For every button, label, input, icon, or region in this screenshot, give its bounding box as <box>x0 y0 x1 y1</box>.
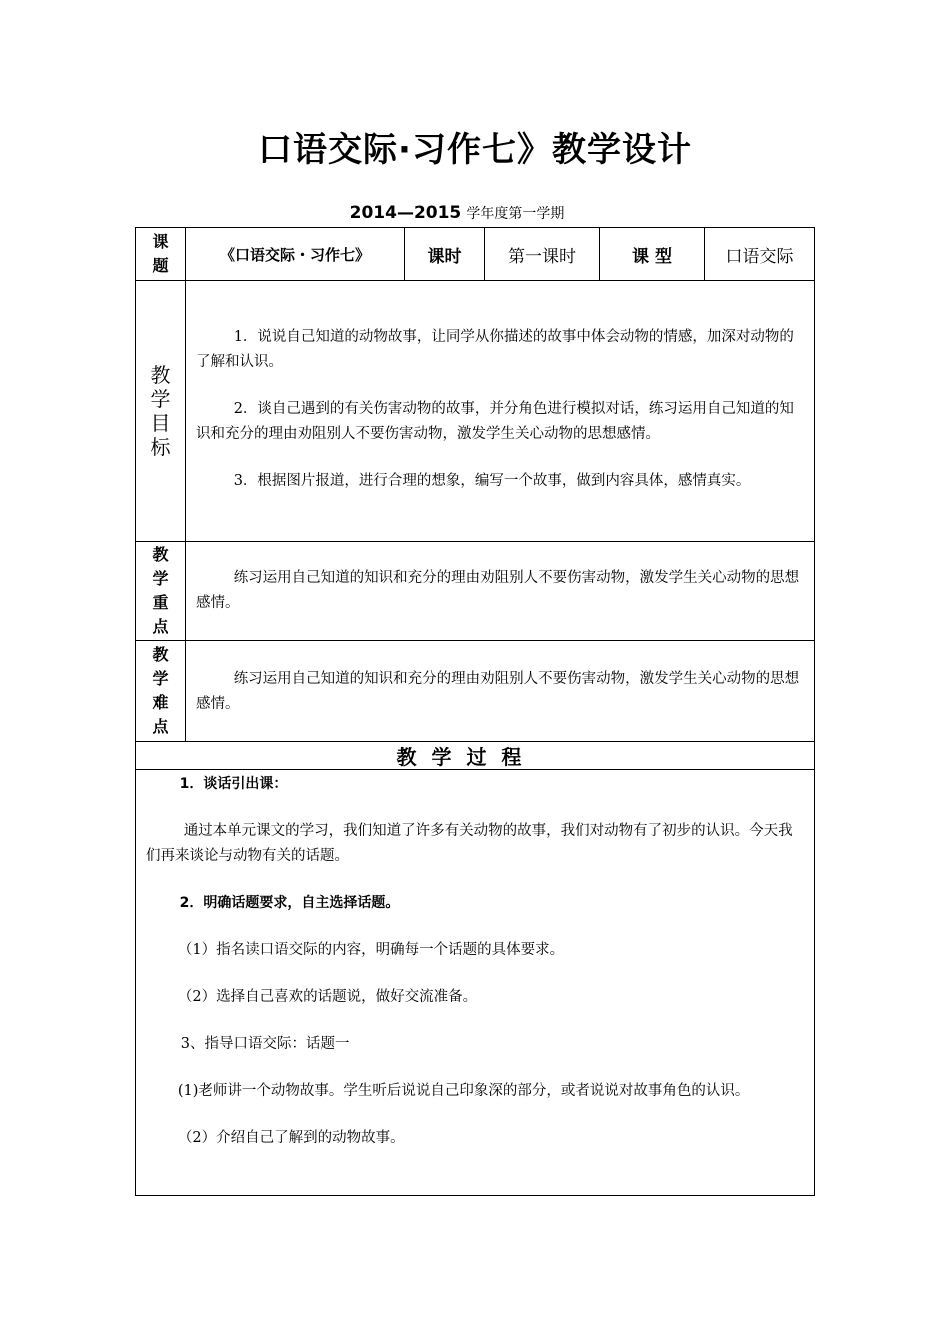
topic-value: 《口语交际・习作七》 <box>219 245 370 264</box>
process-step3-title: 3、指导口语交际：话题一 <box>180 1036 350 1052</box>
type-label-cell <box>599 227 705 281</box>
key-points-content-cell <box>185 541 815 641</box>
process-step3-item1: (1)老师讲一个动物故事。学生听后说说自己印象深的部分，或者说说对故事角色的认识。 <box>177 1083 750 1099</box>
difficulties-label-cell <box>135 640 186 742</box>
term-semester: 学年度第一学期 <box>466 206 565 222</box>
difficulties-content-cell <box>185 640 815 742</box>
process-content-cell <box>135 769 815 1196</box>
objectives-label: 教学目标 <box>150 363 171 459</box>
term-line <box>0 203 914 223</box>
type-label: 课 型 <box>632 246 672 267</box>
key-points-text: 练习运用自己知道的知识和充分的理由劝阻别人不要伤害动物，激发学生关心动物的思想感情。 <box>196 570 800 611</box>
objective-item-3: 3．根据图片报道，进行合理的想象，编写一个故事，做到内容具体，感情真实。 <box>233 473 751 489</box>
period-value-cell <box>484 227 600 281</box>
term-year: 2014—2015 <box>349 203 462 223</box>
process-step2-item2: （2）选择自己喜欢的话题说，做好交流准备。 <box>177 989 478 1005</box>
process-heading: 教 学 过 程 <box>396 745 526 769</box>
period-label-cell <box>404 227 485 281</box>
period-value: 第一课时 <box>508 246 576 267</box>
topic-label: 课题 <box>152 232 169 275</box>
difficulties-text: 练习运用自己知道的知识和充分的理由劝阻别人不要伤害动物，激发学生关心动物的思想感情。 <box>196 671 800 712</box>
objective-item-2: 2．谈自己遇到的有关伤害动物的故事，并分角色进行模拟对话，练习运用自己知道的知识和充分的理由劝阻别人不要伤害动物，激发学生关心动物的思想感情。 <box>196 401 794 442</box>
type-value: 口语交际 <box>725 246 794 267</box>
key-points-label: 教学重点 <box>152 545 169 636</box>
type-value-cell <box>704 227 815 281</box>
process-step2-item1: （1）指名读口语交际的内容，明确每一个话题的具体要求。 <box>177 942 565 958</box>
objectives-content-cell <box>185 280 815 542</box>
document-title: 口语交际·习作七》教学设计 <box>258 130 692 170</box>
process-heading-cell <box>135 741 815 770</box>
process-step1-title: 1．谈话引出课： <box>179 776 288 792</box>
process-step2-title: 2．明确话题要求，自主选择话题。 <box>179 895 400 911</box>
objective-item-1: 1．说说自己知道的动物故事，让同学从你描述的故事中体会动物的情感，加深对动物的了解和认识。 <box>196 329 794 370</box>
key-points-label-cell <box>135 541 186 641</box>
process-step3-item2: （2）介绍自己了解到的动物故事。 <box>177 1130 405 1146</box>
period-label: 课时 <box>427 246 462 267</box>
objectives-label-cell <box>135 280 186 542</box>
topic-label-cell <box>135 227 186 281</box>
process-step1-text: 通过本单元课文的学习，我们知道了许多有关动物的故事，我们对动物有了初步的认识。今天我们再来谈论与动物有关的话题。 <box>146 823 793 864</box>
difficulties-label: 教学难点 <box>152 645 169 736</box>
topic-value-cell <box>185 227 405 281</box>
